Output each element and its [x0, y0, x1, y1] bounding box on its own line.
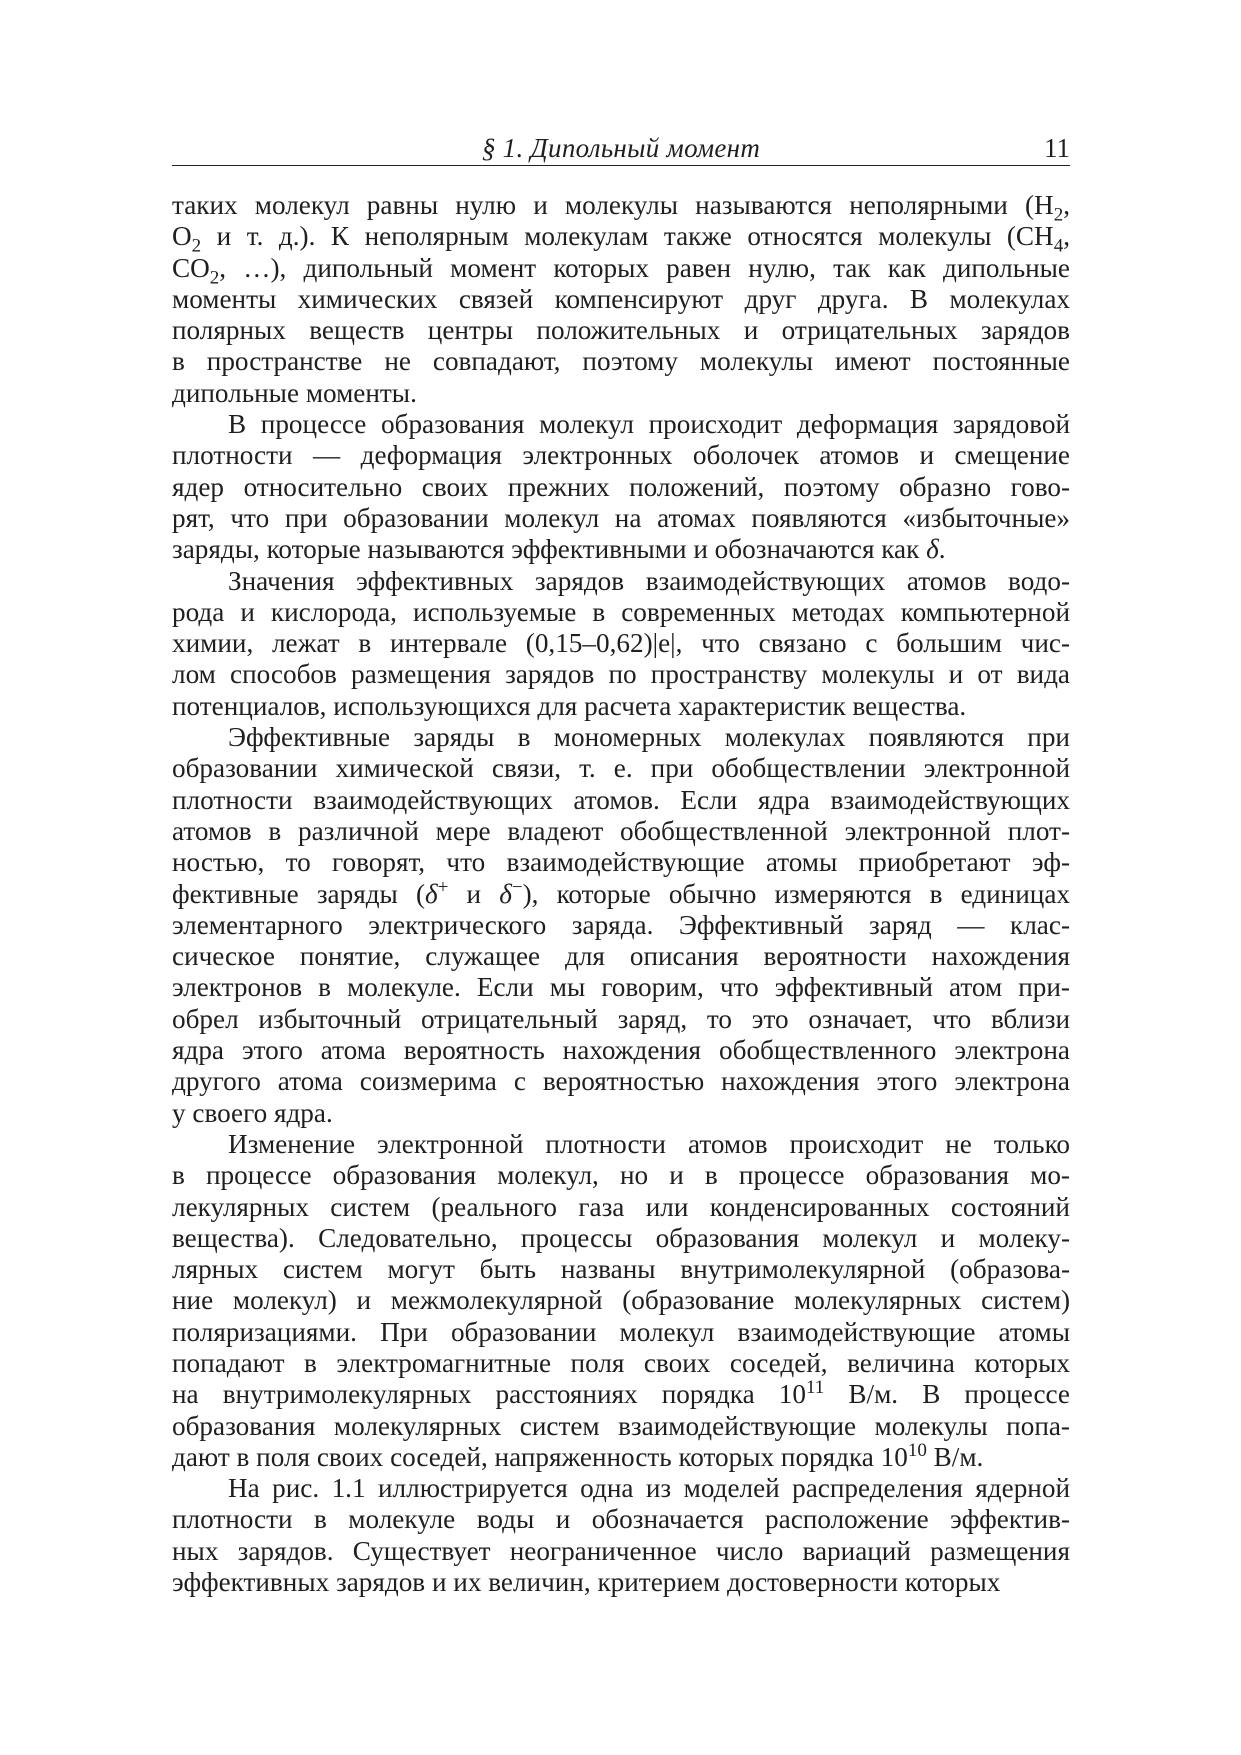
line-box: [172, 1567, 1070, 1598]
text-line: [172, 628, 1070, 658]
text-line: [172, 534, 946, 564]
text-run: лекулярных систем (реального газа или конденсированных состояний: [172, 1191, 1070, 1222]
line-box: [172, 566, 1070, 597]
line-box: [172, 440, 1070, 471]
line-box: [172, 659, 1070, 690]
text-run: Эффективные заряды в мономерных молекулах появляются при: [228, 722, 1070, 753]
text-run: и т. д.). К неполярным молекулам также относятся молекулы (CH: [201, 221, 1054, 252]
line-box: [172, 722, 1070, 753]
text-run: ,: [1063, 221, 1070, 252]
text-run: полярных веществ центры положительных и отрицательных зарядов: [172, 315, 1070, 346]
text-line: [172, 1379, 1070, 1409]
line-box: [172, 1192, 1070, 1223]
text-line: [172, 753, 1070, 783]
text-line: [172, 1223, 1070, 1253]
line-box: [172, 409, 1070, 440]
line-box: [172, 378, 1070, 409]
text-run: Изменение электронной плотности атомов происходит не только: [228, 1128, 1070, 1159]
text-run: плотности взаимодействующих атомов. Если ядра взаимодействующих: [172, 784, 1070, 815]
text-line: [172, 1504, 1070, 1534]
text-run: атомов в различной мере владеют обобществленной электронной плот-: [172, 815, 1070, 846]
math-symbol: δ: [425, 878, 438, 909]
text-run: в процессе образования молекул, но и в процессе образования мо-: [172, 1160, 1070, 1191]
text-line: [172, 785, 1070, 815]
line-box: [172, 1285, 1070, 1316]
text-line: [228, 722, 1070, 752]
text-line: [172, 1285, 1070, 1315]
text-run: фективные заряды (: [172, 878, 426, 909]
line-box: [172, 876, 1070, 910]
text-run: дипольные моменты.: [172, 377, 417, 408]
text-line: [172, 659, 1070, 689]
text-line: [172, 1160, 1070, 1190]
line-box: [172, 753, 1070, 784]
subscript: 2: [191, 235, 202, 257]
subscript: 4: [1053, 235, 1064, 257]
text-run: вещества). Следовательно, процессы образования молекул и молеку-: [172, 1222, 1070, 1253]
line-box: [172, 190, 1070, 226]
text-line: [228, 409, 1070, 439]
superscript: 10: [907, 1439, 927, 1461]
text-line: [228, 1129, 1070, 1159]
text-line: [172, 1567, 1000, 1597]
text-run: рода и кислорода, используемые в современных методах компьютерной: [172, 596, 1070, 627]
text-run: O: [172, 221, 192, 252]
text-line: [172, 190, 1070, 226]
text-line: [172, 691, 966, 721]
text-run: плотности в молекуле воды и обозначается расположение эффектив-: [172, 1504, 1070, 1535]
superscript: −: [511, 876, 523, 898]
text-line: [172, 941, 1070, 971]
text-run: ядра этого атома вероятность нахождения обобществленного электрона: [172, 1035, 1070, 1066]
text-run: электронов в молекуле. Если мы говорим, что эффективный атом при-: [172, 972, 1070, 1003]
text-run: химии, лежат в интервале (0,15–0,62)|e|, что связано с большим чис-: [172, 628, 1070, 659]
text-run: поляризациями. При образовании молекул взаимодействующие атомы: [172, 1316, 1070, 1347]
line-box: [172, 252, 1070, 289]
text-line: [172, 315, 1070, 345]
paragraph: [172, 409, 1070, 565]
text-line: [172, 876, 1070, 909]
line-box: [172, 691, 1070, 722]
text-run: В/м.: [926, 1441, 984, 1472]
text-body: [172, 190, 1070, 1598]
math-symbol: δ: [926, 534, 939, 565]
text-run: ных зарядов. Существует неограниченное число вариаций размещения: [172, 1535, 1070, 1566]
line-box: [172, 816, 1070, 847]
text-line: [172, 1439, 984, 1472]
paragraph: [172, 722, 1070, 1129]
text-run: в пространстве не совпадают, поэтому молекулы имеют постоянные: [172, 346, 1070, 377]
text-line: [172, 910, 1070, 940]
text-run: образования молекулярных систем взаимодействующие молекулы попа-: [172, 1410, 1070, 1441]
line-box: [172, 597, 1070, 628]
text-run: элементарного электрического заряда. Эффективный заряд — клас-: [172, 909, 1070, 940]
text-line: [172, 1317, 1070, 1347]
text-run: на внутримолекулярных расстояниях порядка 10: [172, 1379, 806, 1410]
line-box: [172, 1536, 1070, 1567]
text-run: ,: [1063, 190, 1070, 220]
text-run: В/м. В процессе: [824, 1379, 1070, 1410]
line-box: [172, 1098, 1070, 1129]
text-line: [172, 597, 1070, 627]
line-box: [172, 785, 1070, 816]
text-run: лом способов размещения зарядов по пространству молекулы и от вида: [172, 659, 1070, 690]
text-line: [172, 1348, 1070, 1378]
math-symbol: δ: [499, 878, 512, 909]
text-run: таких молекул равны нулю и молекулы называются неполярными (H: [172, 190, 1054, 220]
text-run: Значения эффективных зарядов взаимодействующих атомов водо-: [228, 565, 1070, 596]
text-line: [172, 440, 1070, 470]
text-line: [172, 503, 1070, 533]
text-run: ), которые обычно измеряются в единицах: [522, 878, 1070, 909]
text-run: CO: [172, 252, 210, 283]
text-line: [172, 346, 1070, 376]
paragraph: [172, 190, 1070, 409]
line-box: [172, 472, 1070, 503]
text-run: дают в поля своих соседей, напряженность которых порядка 10: [172, 1441, 908, 1472]
line-box: [172, 1066, 1070, 1097]
text-line: [228, 1473, 1070, 1503]
running-header: [172, 127, 1070, 166]
text-line: [172, 378, 417, 408]
text-line: [172, 816, 1070, 846]
line-box: [172, 1439, 1070, 1473]
line-box: [172, 1317, 1070, 1348]
line-box: [172, 910, 1070, 941]
text-line: [172, 1035, 1070, 1065]
text-run: эффективных зарядов и их величин, критерием достоверности которых: [172, 1567, 1001, 1598]
text-line: [172, 1004, 1070, 1034]
superscript: 11: [805, 1377, 825, 1399]
line-box: [172, 221, 1070, 257]
line-box: [172, 1504, 1070, 1535]
text-line: [172, 1192, 1070, 1222]
text-run: рят, что при образовании молекул на атомах появляются «избыточные»: [172, 502, 1070, 533]
line-box: [172, 847, 1070, 878]
text-line: [228, 566, 1070, 596]
line-box: [172, 315, 1070, 346]
text-run: у своего ядра.: [172, 1097, 333, 1128]
line-box: [172, 534, 1070, 565]
text-run: лярных систем могут быть названы внутримолекулярной (образова-: [172, 1254, 1070, 1285]
text-run: ядер относительно своих прежних положений, поэтому образно гово-: [172, 471, 1070, 502]
line-box: [172, 1348, 1070, 1379]
text-run: ностью, то говорят, что взаимодействующие атомы приобретают эф-: [172, 847, 1070, 878]
subscript: 2: [209, 267, 220, 289]
text-line: [172, 1098, 333, 1128]
text-run: .: [938, 534, 946, 565]
text-line: [172, 1066, 1070, 1096]
text-line: [172, 972, 1070, 1002]
page-number: 11: [1044, 133, 1070, 163]
text-line: [172, 252, 1070, 289]
text-line: [172, 1536, 1070, 1566]
superscript: +: [437, 876, 449, 898]
paragraph: [172, 566, 1070, 722]
text-run: потенциалов, использующихся для расчета характеристик вещества.: [172, 690, 967, 721]
line-box: [172, 284, 1070, 315]
line-box: [172, 1223, 1070, 1254]
text-line: [172, 221, 1070, 257]
line-box: [172, 941, 1070, 972]
line-box: [172, 1473, 1070, 1504]
line-box: [172, 972, 1070, 1003]
line-box: [172, 1379, 1070, 1410]
line-box: [172, 1004, 1070, 1035]
text-run: и: [448, 878, 500, 909]
text-line: [172, 1254, 1070, 1284]
text-run: заряды, которые называются эффективными и обозначаются как: [172, 534, 927, 565]
text-line: [172, 847, 1070, 877]
text-run: сическое понятие, служащее для описания вероятности нахождения: [172, 941, 1070, 972]
line-box: [172, 1129, 1070, 1160]
line-box: [172, 503, 1070, 534]
text-run: моменты химических связей компенсируют друг друга. В молекулах: [172, 283, 1070, 314]
text-run: попадают в электромагнитные поля своих соседей, величина которых: [172, 1347, 1070, 1378]
line-box: [172, 1160, 1070, 1191]
line-box: [172, 1411, 1070, 1442]
text-run: , …), дипольный момент которых равен нулю, так как дипольные: [219, 252, 1070, 283]
line-box: [172, 1035, 1070, 1066]
text-run: другого атома соизмерима с вероятностью нахождения этого электрона: [172, 1066, 1070, 1097]
subscript: 2: [1053, 204, 1064, 226]
paragraph: [172, 1129, 1070, 1473]
line-box: [172, 1254, 1070, 1285]
text-run: В процессе образования молекул происходит деформация зарядовой: [228, 409, 1070, 440]
running-title: § 1. Дипольный момент: [481, 133, 761, 163]
line-box: [172, 628, 1070, 659]
line-box: [172, 346, 1070, 377]
text-run: На рис. 1.1 иллюстрируется одна из моделей распределения ядерной: [228, 1473, 1070, 1504]
text-run: плотности — деформация электронных оболочек атомов и смещение: [172, 440, 1070, 471]
text-line: [172, 472, 1070, 502]
text-line: [172, 1411, 1070, 1441]
text-run: ние молекул) и межмолекулярной (образование молекулярных систем): [172, 1285, 1070, 1316]
text-line: [172, 284, 1070, 314]
text-run: обрел избыточный отрицательный заряд, то это означает, что вблизи: [172, 1003, 1070, 1034]
text-run: образовании химической связи, т. е. при обобществлении электронной: [172, 753, 1070, 784]
paragraph: [172, 1473, 1070, 1598]
